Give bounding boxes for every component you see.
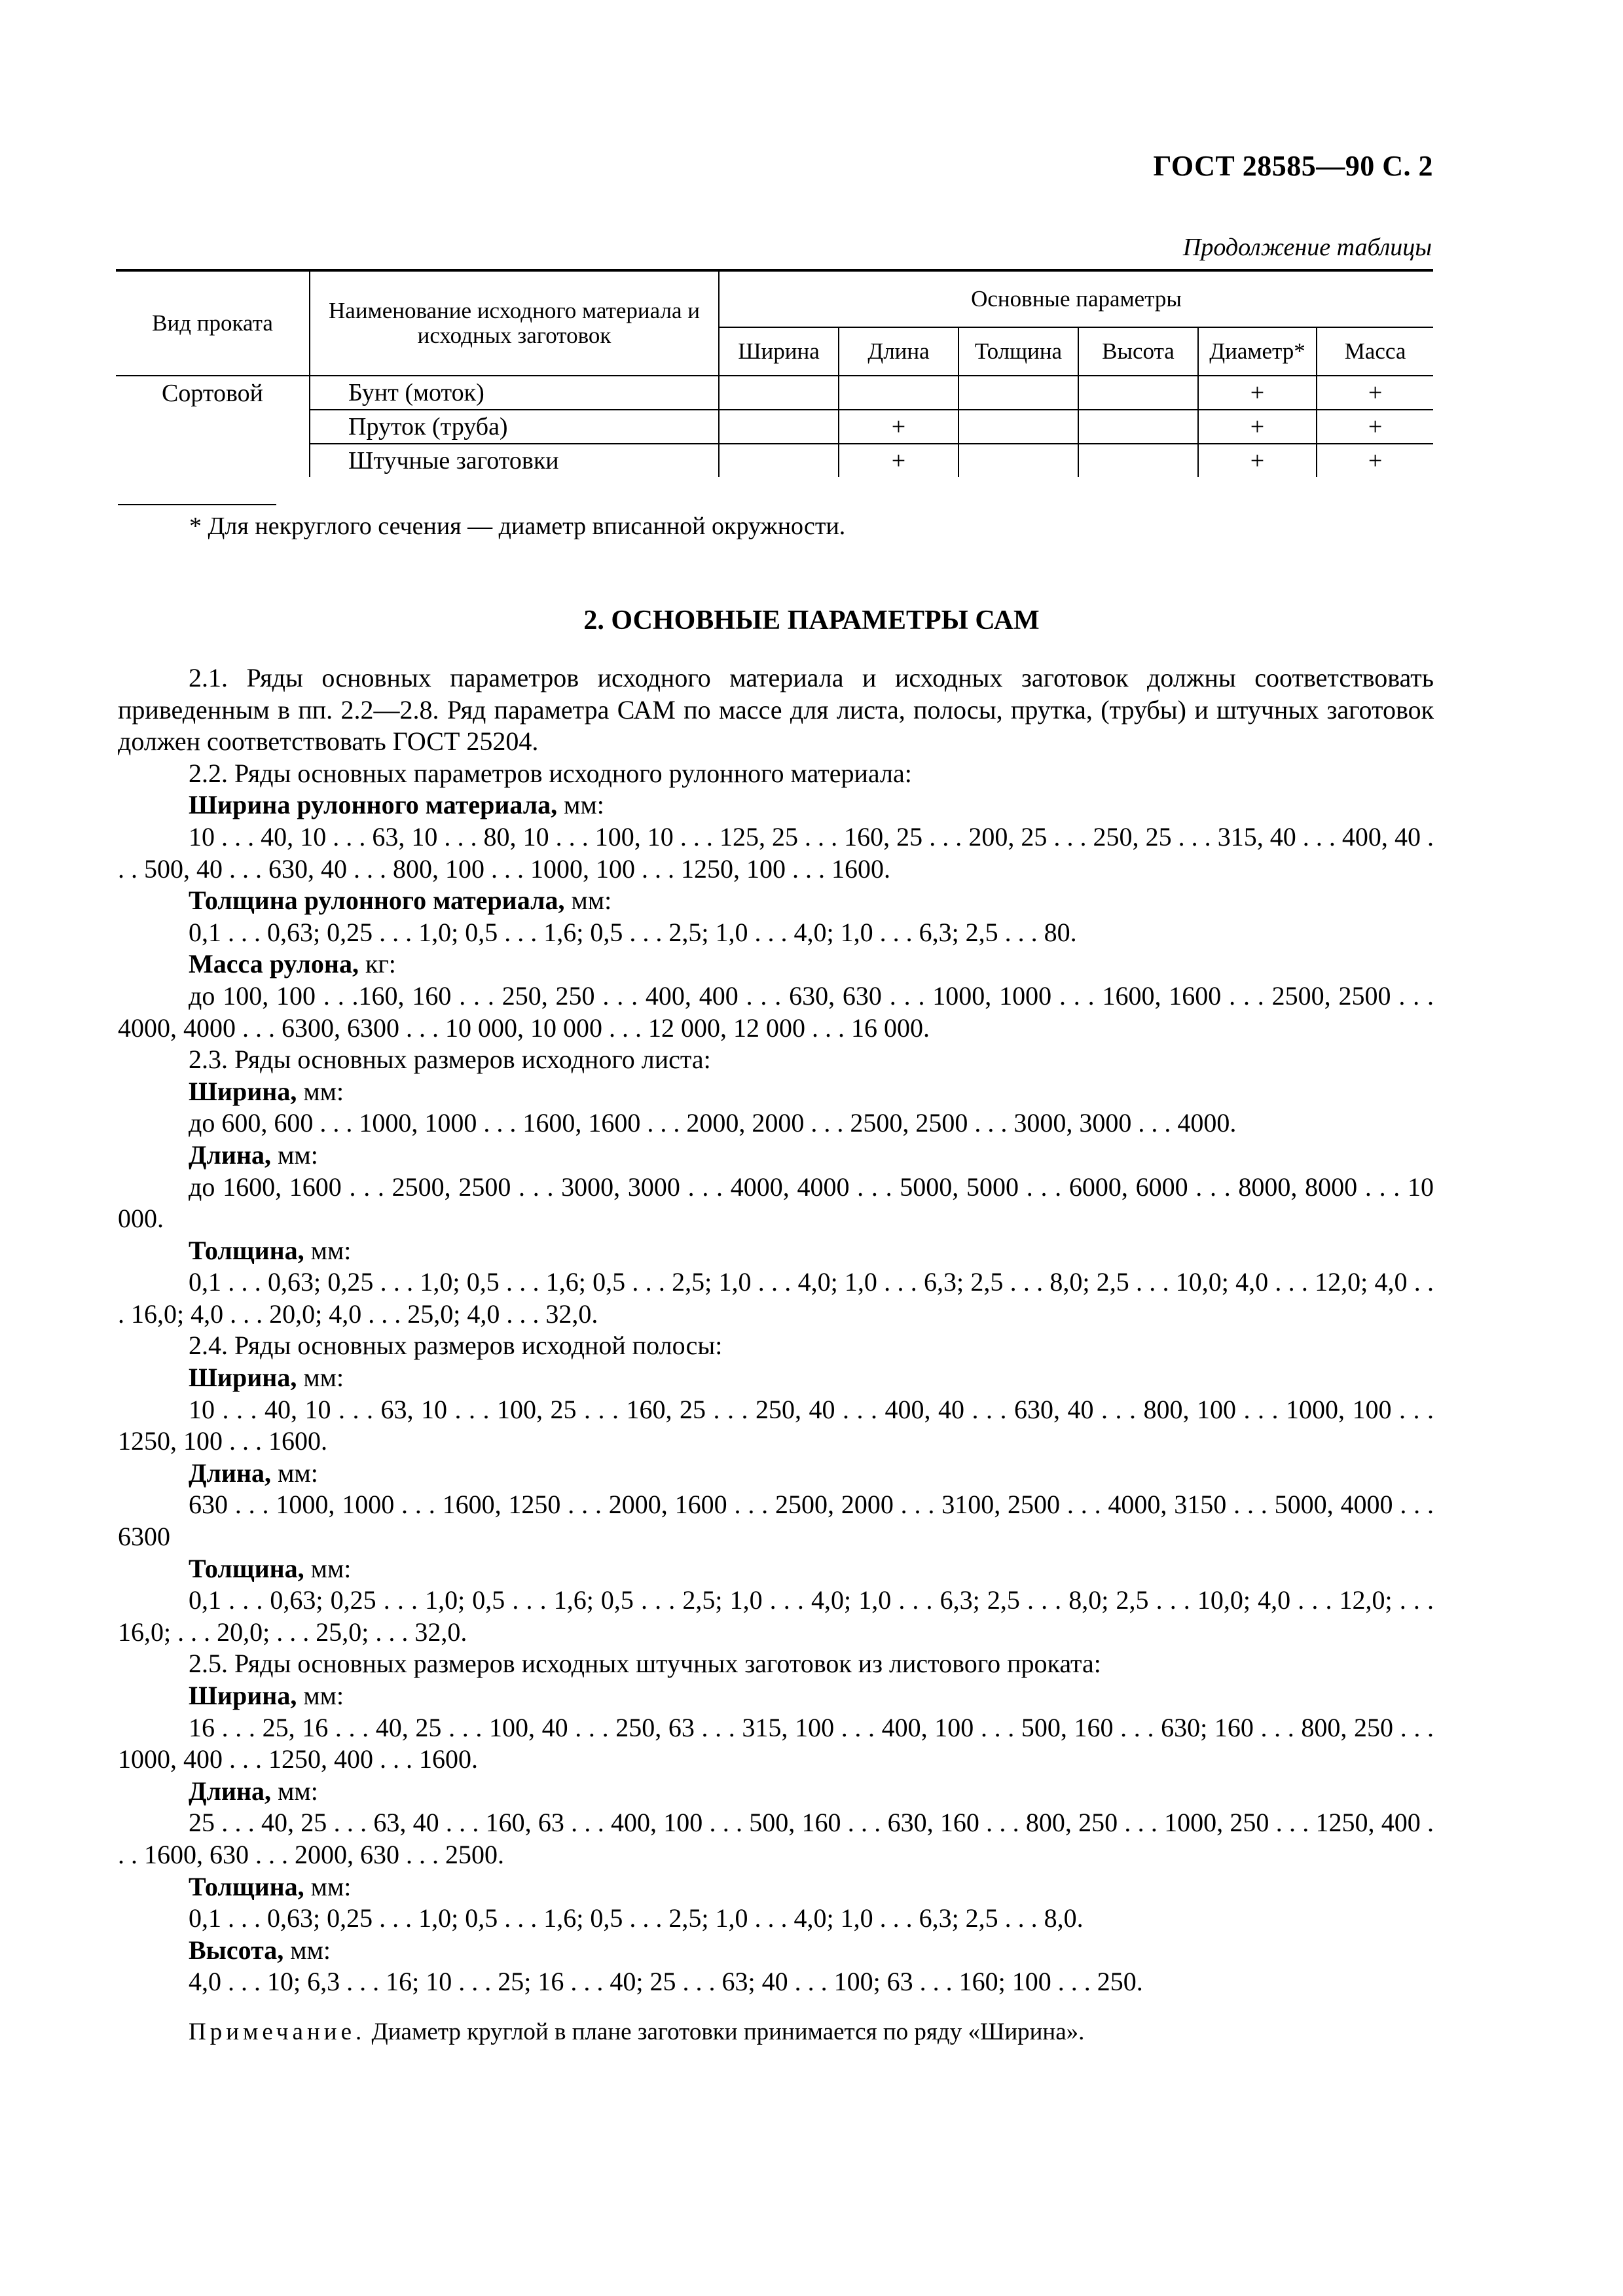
table-cell	[719, 410, 839, 444]
label-text: Толщина рулонного материала,	[189, 886, 565, 916]
label-text: Ширина,	[189, 1363, 297, 1393]
note-label: Примечание.	[189, 2018, 366, 2045]
table-cell	[1078, 410, 1198, 444]
label-text: Высота,	[189, 1935, 284, 1965]
unit-text: кг:	[358, 949, 396, 979]
table-cell: +	[1317, 376, 1433, 410]
table-cell: +	[1198, 444, 1317, 477]
column-header-mass: Масса	[1317, 327, 1433, 376]
table-cell: +	[1317, 444, 1433, 477]
param-values: 4,0 . . . 10; 6,3 . . . 16; 10 . . . 25; 16 . . . 40; 25 . . . 63; 40 . . . 100; 63 . . . 160; 100 . . . 250.	[189, 1967, 1143, 1997]
unit-text: мм:	[304, 1553, 352, 1583]
note-paragraph	[118, 2017, 1434, 2049]
param-label	[118, 789, 1434, 821]
column-header-type: Вид проката	[116, 270, 310, 376]
unit-text: мм:	[564, 886, 612, 916]
param-values: до 600, 600 . . . 1000, 1000 . . . 1600, 1600 . . . 2000, 2000 . . . 2500, 2500 . . . 3000, 3000 . . . 4000.	[189, 1108, 1237, 1138]
table-cell	[1078, 444, 1198, 477]
unit-text: мм:	[297, 1363, 344, 1393]
param-values: 0,1 . . . 0,63; 0,25 . . . 1,0; 0,5 . . . 1,6; 0,5 . . . 2,5; 1,0 . . . 4,0; 1,0 . . . 6,3; 2,5 . . . 8,0; 2,5 . . . 10,0; 4,0 . . . 12,0; 4,0 . . . 16,0; 4,0 . . . 20,0; 4,0 . . . 25,0; 4,0 . . . 32,0.	[118, 1267, 1434, 1329]
table-cell	[958, 376, 1078, 410]
param-values: до 1600, 1600 . . . 2500, 2500 . . . 3000, 3000 . . . 4000, 4000 . . . 5000, 5000 . . . 6000, 6000 . . . 8000, 8000 . . . 10 000.	[118, 1172, 1434, 1234]
column-header-thickness: Толщина	[958, 327, 1078, 376]
label-text: Ширина,	[189, 1681, 297, 1710]
table-cell	[839, 376, 958, 410]
footnote-divider	[118, 504, 276, 505]
table-cell: +	[1317, 410, 1433, 444]
table-row	[116, 410, 1433, 444]
unit-text: мм:	[271, 1458, 318, 1488]
column-header-width: Ширина	[719, 327, 839, 376]
param-label	[118, 1871, 1434, 1903]
label-text: Ширина рулонного материала,	[189, 790, 558, 820]
note-text: Диаметр круглой в плане заготовки принимается по ряду «Ширина».	[365, 2018, 1085, 2045]
column-header-length: Длина	[839, 327, 958, 376]
param-label	[118, 1680, 1434, 1712]
param-label	[118, 1076, 1434, 1108]
paragraph-2-1: 2.1. Ряды основных параметров исходного материала и исходных заготовок должны соответствовать приведенным в пп. 2.2—2.8. Ряд параметра САМ по массе для листа, полосы, прутка, (трубы) и штучных заготовок должен соответствовать ГОСТ 25204.	[118, 663, 1434, 757]
table-cell	[719, 376, 839, 410]
section-body	[118, 662, 1434, 2049]
paragraph-2-2: 2.2. Ряды основных параметров исходного рулонного материала:	[189, 758, 912, 788]
unit-text: мм:	[297, 1076, 344, 1106]
param-label	[118, 885, 1434, 917]
table-cell	[719, 444, 839, 477]
unit-text: мм:	[304, 1235, 352, 1265]
label-text: Толщина,	[189, 1871, 304, 1901]
label-text: Длина,	[189, 1139, 272, 1170]
unit-text: мм:	[297, 1681, 344, 1710]
label-text: Длина,	[189, 1776, 272, 1806]
document-reference: ГОСТ 28585—90 С. 2	[1153, 150, 1433, 182]
label-text: Толщина,	[189, 1235, 304, 1265]
param-values: 10 . . . 40, 10 . . . 63, 10 . . . 80, 10 . . . 100, 10 . . . 125, 25 . . . 160, 25 . . . 200, 25 . . . 250, 25 . . . 315, 40 . . . 400, 40 . . . 500, 40 . . . 630, 40 . . . 800, 100 . . . 1000, 100 . . . 1250, 100 . . . 1600.	[118, 821, 1434, 884]
param-values: 25 . . . 40, 25 . . . 63, 40 . . . 160, 63 . . . 400, 100 . . . 500, 160 . . . 630, 160 . . . 800, 250 . . . 1000, 250 . . . 1250, 400 . . . 1600, 630 . . . 2000, 630 . . . 2500.	[118, 1808, 1434, 1869]
param-label	[118, 1553, 1434, 1585]
column-header-name: Наименование исходного материала и исходных заготовок	[310, 270, 719, 376]
param-label	[118, 948, 1434, 980]
table-row	[116, 444, 1433, 477]
parameters-table	[116, 269, 1433, 477]
column-group-header: Основные параметры	[719, 270, 1433, 327]
paragraph-2-3: 2.3. Ряды основных размеров исходного листа:	[189, 1045, 711, 1075]
param-values: 0,1 . . . 0,63; 0,25 . . . 1,0; 0,5 . . . 1,6; 0,5 . . . 2,5; 1,0 . . . 4,0; 1,0 . . . 6,3; 2,5 . . . 80.	[189, 917, 1077, 947]
table-cell: +	[1198, 376, 1317, 410]
table-row	[116, 376, 1433, 410]
column-header-diameter: Диаметр*	[1198, 327, 1317, 376]
param-values: до 100, 100 . . .160, 160 . . . 250, 250 . . . 400, 400 . . . 630, 630 . . . 1000, 1000 . . . 1600, 1600 . . . 2500, 2500 . . . 4000, 4000 . . . 6300, 6300 . . . 10 000, 10 000 . . . 12 000, 12 000 . . . 16 000.	[118, 980, 1434, 1043]
table-cell	[1078, 376, 1198, 410]
table-cell	[958, 410, 1078, 444]
param-label	[118, 1776, 1434, 1808]
table-cell-name: Пруток (труба)	[310, 410, 719, 444]
table-cell-name: Бунт (моток)	[310, 376, 719, 410]
unit-text: мм:	[283, 1935, 331, 1965]
unit-text: мм:	[557, 790, 604, 820]
column-header-height: Высота	[1078, 327, 1198, 376]
label-text: Длина,	[189, 1458, 272, 1488]
unit-text: мм:	[271, 1139, 318, 1170]
table-cell: +	[839, 410, 958, 444]
section-title: 2. ОСНОВНЫЕ ПАРАМЕТРЫ САМ	[583, 605, 1040, 636]
label-text: Ширина,	[189, 1076, 297, 1106]
unit-text: мм:	[271, 1776, 318, 1806]
param-label	[118, 1362, 1434, 1394]
table-cell	[958, 444, 1078, 477]
table-cell-type: Сортовой	[116, 376, 310, 410]
param-label	[118, 1139, 1434, 1172]
param-values: 0,1 . . . 0,63; 0,25 . . . 1,0; 0,5 . . . 1,6; 0,5 . . . 2,5; 1,0 . . . 4,0; 1,0 . . . 6,3; 2,5 . . . 8,0.	[189, 1903, 1084, 1933]
paragraph-2-5: 2.5. Ряды основных размеров исходных штучных заготовок из листового проката:	[189, 1649, 1101, 1679]
param-values: 0,1 . . . 0,63; 0,25 . . . 1,0; 0,5 . . . 1,6; 0,5 . . . 2,5; 1,0 . . . 4,0; 1,0 . . . 6,3; 2,5 . . . 8,0; 2,5 . . . 10,0; 4,0 . . . 12,0; . . . 16,0; . . . 20,0; . . . 25,0; . . . 32,0.	[118, 1585, 1434, 1647]
table-cell: +	[839, 444, 958, 477]
unit-text: мм:	[304, 1871, 352, 1901]
param-label	[118, 1235, 1434, 1267]
table-footnote: * Для некруглого сечения — диаметр вписанной окружности.	[189, 512, 846, 540]
label-text: Толщина,	[189, 1553, 304, 1583]
paragraph-2-4: 2.4. Ряды основных размеров исходной полосы:	[189, 1331, 723, 1361]
label-text: Масса рулона,	[189, 949, 359, 979]
param-values: 16 . . . 25, 16 . . . 40, 25 . . . 100, 40 . . . 250, 63 . . . 315, 100 . . . 400, 100 . . . 500, 160 . . . 630; 160 . . . 800, 250 . . . 1000, 400 . . . 1250, 400 . . . 1600.	[118, 1712, 1434, 1774]
param-label	[118, 1458, 1434, 1490]
param-values: 10 . . . 40, 10 . . . 63, 10 . . . 100, 25 . . . 160, 25 . . . 250, 40 . . . 400, 40 . . . 630, 40 . . . 800, 100 . . . 1000, 100 . . . 1250, 100 . . . 1600.	[118, 1394, 1434, 1456]
table-cell-name: Штучные заготовки	[310, 444, 719, 477]
table-cell: +	[1198, 410, 1317, 444]
param-label	[118, 1935, 1434, 1967]
table-continuation-caption: Продолжение таблицы	[1182, 234, 1432, 261]
param-values: 630 . . . 1000, 1000 . . . 1600, 1250 . . . 2000, 1600 . . . 2500, 2000 . . . 3100, 2500 . . . 4000, 3150 . . . 5000, 4000 . . . 6300	[118, 1490, 1434, 1552]
